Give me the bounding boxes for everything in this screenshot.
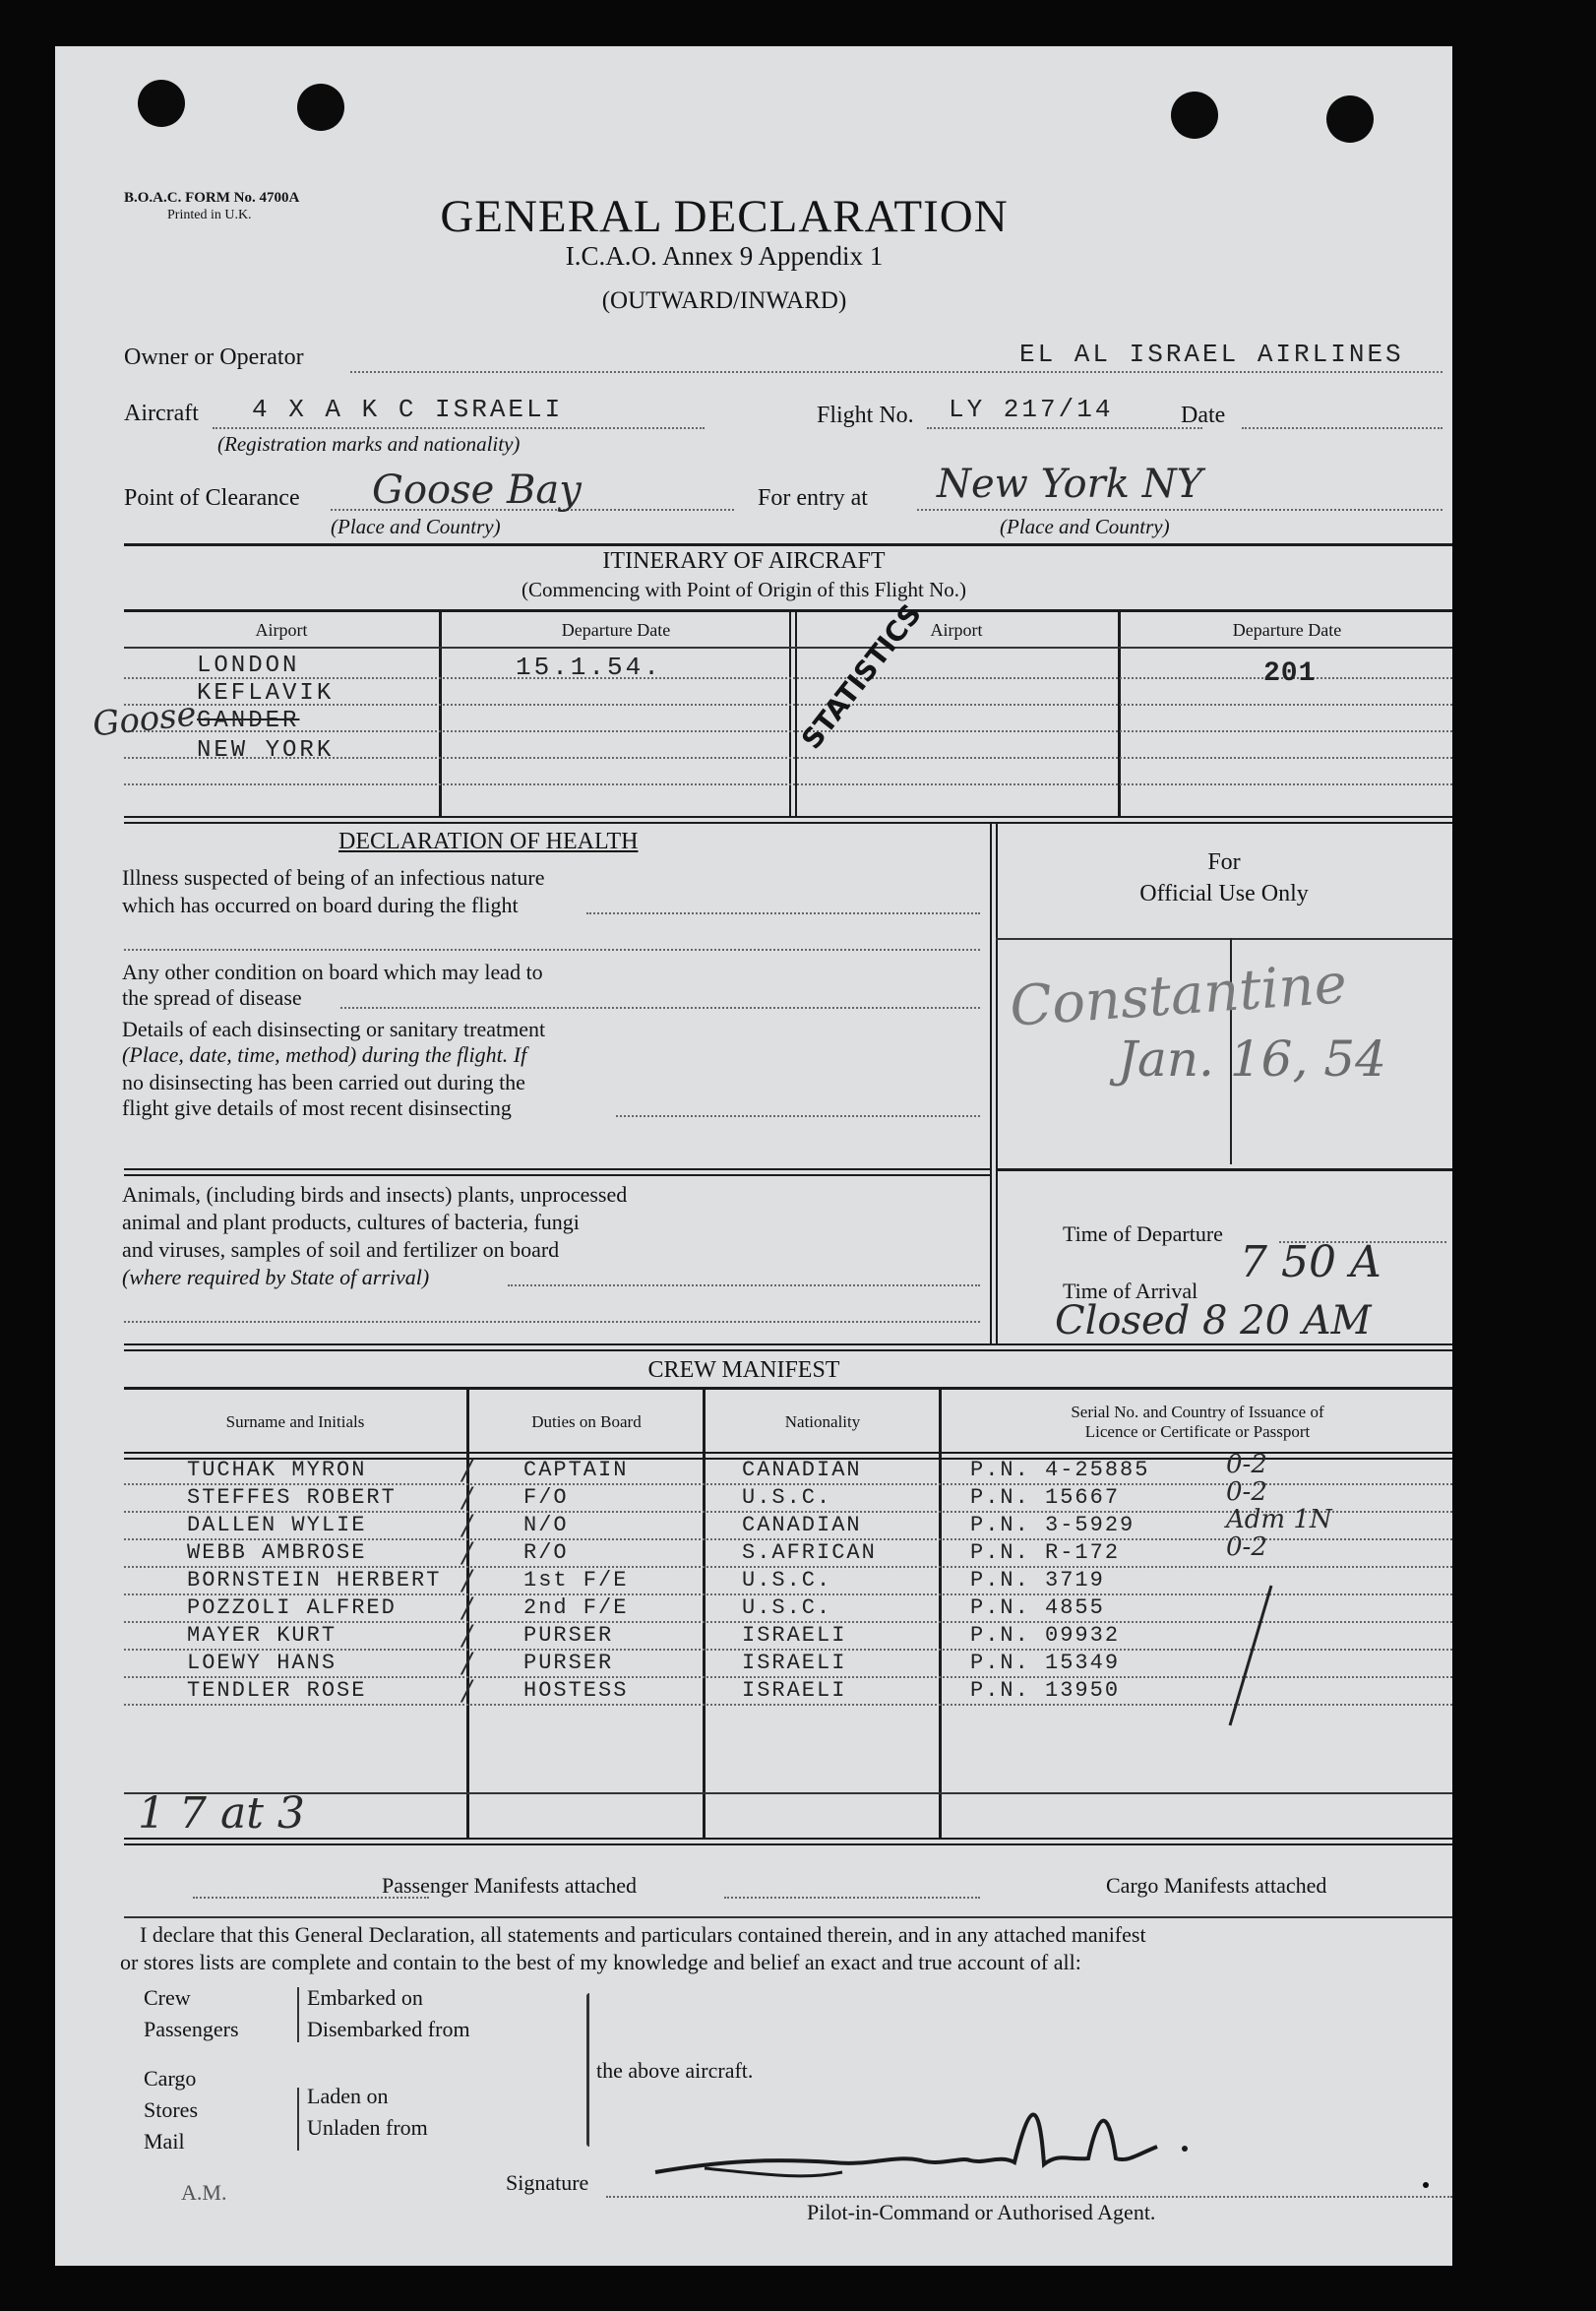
crew-tick-mark: / [462, 1509, 472, 1541]
crew-duty: CAPTAIN [523, 1458, 629, 1482]
crew-serial: P.N. 3-5929 [970, 1513, 1136, 1537]
decl-mail: Mail [144, 2129, 185, 2154]
itinerary-subtitle: (Commencing with Point of Origin of this Flight No.) [521, 578, 967, 601]
date-label: Date [1181, 403, 1226, 428]
official-signature-date: Jan. 16, 54 [1118, 1031, 1386, 1088]
crew-nationality: U.S.C. [742, 1568, 832, 1593]
health-q3-line1: Details of each disinsecting or sanitary treatment [122, 1017, 546, 1041]
crew-duty: F/O [523, 1485, 569, 1510]
crew-duty: PURSER [523, 1651, 614, 1675]
health-q1-line1: Illness suspected of being of an infectious nature [122, 865, 545, 890]
crew-serial: P.N. 4-25885 [970, 1458, 1150, 1482]
crew-name: TENDLER ROSE [187, 1678, 367, 1703]
crew-tick-mark: / [462, 1592, 472, 1624]
crew-serial: P.N. 09932 [970, 1623, 1121, 1648]
official-signature: Constantine [1008, 952, 1349, 1039]
crew-serial: P.N. 13950 [970, 1678, 1121, 1703]
crew-tick-mark: / [462, 1481, 472, 1514]
decl-crew: Crew [144, 1985, 191, 2010]
closed-note: Closed 8 20 AM [1055, 1298, 1372, 1343]
crew-note: 0-2 [1226, 1450, 1267, 1479]
official-line1: For [1207, 849, 1241, 875]
arrival-time-label: Time of Arrival [1063, 1279, 1198, 1303]
decl-stores: Stores [144, 2097, 198, 2122]
crew-duty: N/O [523, 1513, 569, 1537]
crew-nationality: ISRAELI [742, 1623, 847, 1648]
crew-tick-mark: / [462, 1536, 472, 1569]
clearance-value: Goose Bay [372, 468, 582, 513]
owner-label: Owner or Operator [124, 344, 304, 370]
crew-note: 0-2 [1226, 1477, 1267, 1507]
decl-initials: A.M. [181, 2180, 227, 2205]
crew-col-nationality: Nationality [784, 1412, 861, 1431]
aircraft-label: Aircraft [124, 401, 199, 426]
crew-duty: PURSER [523, 1623, 614, 1648]
itin-col-departure-2: Departure Date [1232, 620, 1342, 640]
crew-note: 0-2 [1226, 1532, 1267, 1562]
aircraft-note: (Registration marks and nationality) [217, 432, 521, 456]
crew-nationality: S.AFRICAN [742, 1540, 877, 1565]
itin-departure-date: 15.1.54. [516, 653, 662, 682]
crew-title: CREW MANIFEST [647, 1357, 840, 1383]
animals-line1: Animals, (including birds and insects) plants, unprocessed [122, 1182, 628, 1207]
crew-duty: HOSTESS [523, 1678, 629, 1703]
crew-serial: P.N. R-172 [970, 1540, 1121, 1565]
itin-col-airport-2: Airport [930, 620, 983, 640]
form-direction: (OUTWARD/INWARD) [601, 287, 847, 314]
crew-duty: R/O [523, 1540, 569, 1565]
departure-time-label: Time of Departure [1063, 1221, 1223, 1246]
crew-serial: P.N. 4855 [970, 1595, 1105, 1620]
entry-label: For entry at [758, 485, 868, 511]
crew-check-stroke [1222, 1582, 1281, 1729]
health-q3-line4: flight give details of most recent disinsecting [122, 1095, 512, 1120]
form-number: B.O.A.C. FORM No. 4700A [124, 190, 300, 206]
declaration-line2: or stores lists are complete and contain to the best of my knowledge and belief an exact and true account of all: [120, 1950, 1081, 1974]
form-subtitle: I.C.A.O. Annex 9 Appendix 1 [565, 241, 884, 271]
itin-handwritten-goose: Goose [91, 694, 199, 745]
punch-hole [1423, 2182, 1429, 2188]
itin-airport-4: NEW YORK [197, 737, 335, 764]
signer-label: Pilot-in-Command or Authorised Agent. [807, 2200, 1156, 2224]
crew-name: WEBB AMBROSE [187, 1540, 367, 1565]
decl-laden: Laden on [307, 2084, 389, 2108]
crew-nationality: ISRAELI [742, 1678, 847, 1703]
crew-name: TUCHAK MYRON [187, 1458, 367, 1482]
punch-hole [138, 80, 185, 127]
crew-serial: P.N. 15667 [970, 1485, 1121, 1510]
declaration-form [55, 46, 1452, 2266]
crew-tick-mark: / [462, 1647, 472, 1679]
crew-serial: P.N. 15349 [970, 1651, 1121, 1675]
clearance-note: (Place and Country) [331, 515, 501, 538]
crew-note: Adm 1N [1226, 1505, 1332, 1534]
itin-airport-2: KEFLAVIK [197, 680, 335, 707]
decl-embarked: Embarked on [307, 1985, 423, 2010]
pilot-signature [645, 2044, 1197, 2192]
health-q2-line2: the spread of disease [122, 985, 302, 1010]
passenger-manifests-label: Passenger Manifests attached [382, 1873, 638, 1898]
arrival-time-value: 7 50 A [1240, 1237, 1381, 1287]
crew-tick-mark: / [462, 1674, 472, 1707]
owner-value: EL AL ISRAEL AIRLINES [1019, 340, 1404, 369]
decl-cargo: Cargo [144, 2066, 197, 2091]
cargo-manifests-label: Cargo Manifests attached [1106, 1873, 1327, 1898]
crew-nationality: U.S.C. [742, 1485, 832, 1510]
itinerary-title: ITINERARY OF AIRCRAFT [602, 548, 886, 574]
animals-line3: and viruses, samples of soil and fertilizer on board [122, 1237, 560, 1262]
decl-unladen: Unladen from [307, 2115, 428, 2140]
itin-right-value: 201 [1263, 658, 1317, 689]
itin-stamp: STATISTICS [795, 597, 928, 756]
health-title: DECLARATION OF HEALTH [338, 829, 639, 854]
signature-label: Signature [506, 2170, 589, 2195]
crew-name: BORNSTEIN HERBERT [187, 1568, 442, 1593]
itin-airport-3: GANDER [197, 708, 300, 734]
crew-nationality: ISRAELI [742, 1651, 847, 1675]
declaration-line1: I declare that this General Declaration, all statements and particulars contained therein, and in any attached manifest [140, 1922, 1146, 1947]
decl-disembarked: Disembarked from [307, 2017, 470, 2041]
crew-name: STEFFES ROBERT [187, 1485, 397, 1510]
entry-note: (Place and Country) [1000, 515, 1170, 538]
crew-col-duties: Duties on Board [531, 1412, 642, 1431]
crew-tick-mark: / [462, 1564, 472, 1596]
itin-airport-1: LONDON [197, 653, 300, 679]
itin-col-departure: Departure Date [561, 620, 671, 640]
health-q1-line2: which has occurred on board during the flight [122, 893, 519, 917]
form-title: GENERAL DECLARATION [440, 191, 1009, 242]
crew-col-serial-2: Licence or Certificate or Passport [1084, 1422, 1311, 1441]
animals-line4: (where required by State of arrival) [122, 1265, 430, 1289]
animals-line2: animal and plant products, cultures of bacteria, fungi [122, 1210, 580, 1234]
health-q3-line3: no disinsecting has been carried out during the [122, 1070, 525, 1094]
flight-label: Flight No. [817, 403, 914, 428]
punch-hole [297, 84, 344, 131]
crew-tick-mark: / [462, 1619, 472, 1652]
printed-in: Printed in U.K. [167, 208, 252, 222]
official-line2: Official Use Only [1139, 881, 1309, 906]
punch-hole [1326, 95, 1374, 143]
entry-value: New York NY [937, 462, 1203, 507]
health-q2-line1: Any other condition on board which may lead to [122, 960, 543, 984]
health-q3-line2: (Place, date, time, method) during the flight. If [122, 1042, 527, 1067]
crew-tick-mark: / [462, 1454, 472, 1486]
crew-col-name: Surname and Initials [225, 1412, 365, 1431]
crew-duty: 2nd F/E [523, 1595, 629, 1620]
aircraft-value: 4 X A K C ISRAELI [252, 395, 564, 424]
crew-nationality: CANADIAN [742, 1458, 862, 1482]
crew-count-note: 1 7 at 3 [138, 1788, 305, 1839]
punch-hole [1171, 92, 1218, 139]
crew-name: LOEWY HANS [187, 1651, 338, 1675]
crew-name: DALLEN WYLIE [187, 1513, 367, 1537]
clearance-label: Point of Clearance [124, 485, 300, 511]
crew-col-serial: Serial No. and Country of Issuance of [1071, 1403, 1324, 1421]
decl-passengers: Passengers [144, 2017, 239, 2041]
crew-name: POZZOLI ALFRED [187, 1595, 397, 1620]
crew-duty: 1st F/E [523, 1568, 629, 1593]
crew-nationality: CANADIAN [742, 1513, 862, 1537]
crew-serial: P.N. 3719 [970, 1568, 1105, 1593]
flight-value: LY 217/14 [949, 395, 1114, 424]
itin-col-airport: Airport [255, 620, 308, 640]
crew-nationality: U.S.C. [742, 1595, 832, 1620]
crew-name: MAYER KURT [187, 1623, 338, 1648]
decl-tail: the above aircraft. [596, 2058, 754, 2083]
